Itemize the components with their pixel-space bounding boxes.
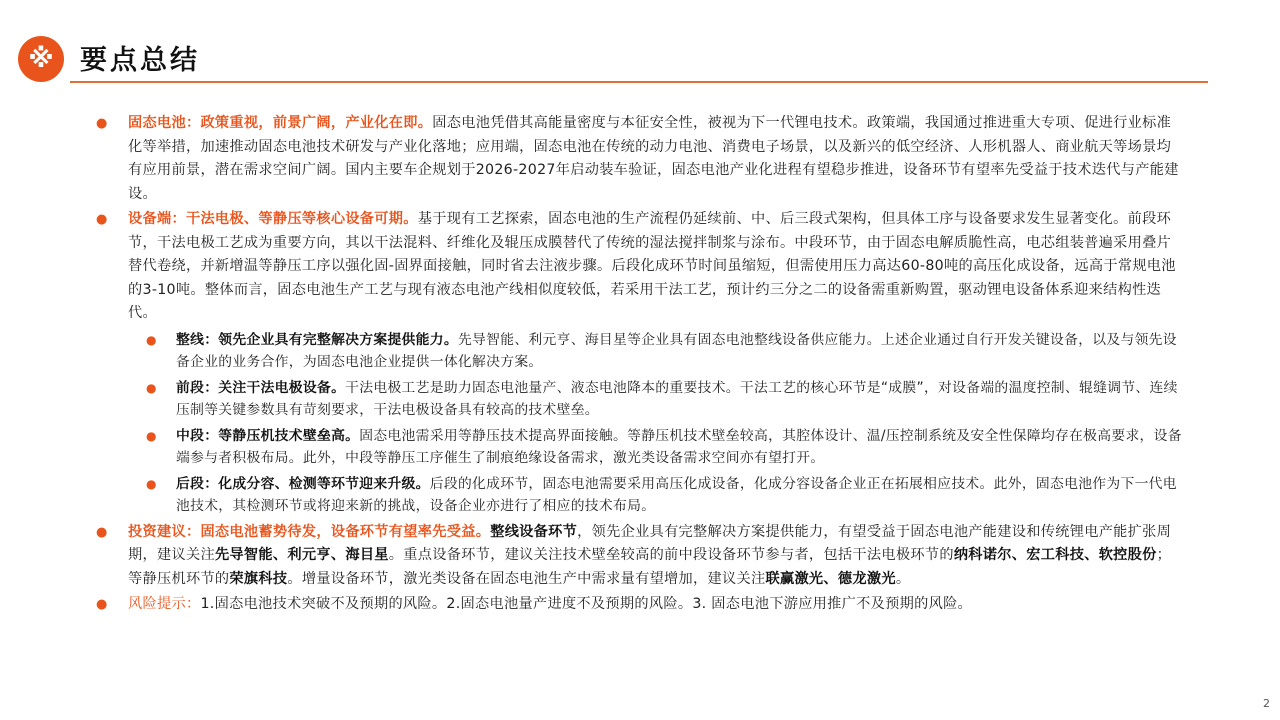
bullet-text: 固态电池凭借其高能量密度与本征安全性，被视为下一代锂电技术。政策端，我国通过推进重大专项、促进行业标准化等举措，加速推动固态电池技术研发与产业化落地；应用端，固态电池在传统的动力电池、消费电子场景，以及新兴的低空经济、人形机器人、商业航天等场景均有应用前景，潜在需求空间广阔。国内主要车企规划于2026-2027年启动装车验证，固态电池产业化进程有望稳步推进，设备环节有望率先受益于技术迭代与产能建设。 (128, 115, 1179, 202)
sub-bullet-front-stage (96, 377, 1182, 421)
bullet-text: 基于现有工艺探索，固态电池的生产流程仍延续前、中、后三段式架构，但具体工序与设备要求发生显著变化。前段环节，干法电极工艺成为重要方向，其以干法混料、纤维化及辊压成膜替代了传统的湿法搅拌制浆与涂布。中段环节，由于固态电解质脆性高，电芯组装普遍采用叠片替代卷绕，并新增温等静压工序以强化固-固界面接触，同时省去注液步骤。后段化成环节时间虽缩短，但需使用压力高达60-80吨的高压化成设备，远高于常规电池的3-10吨。整体而言，固态电池生产工艺与现有液态电池产线相似度较低，若采用干法工艺，预计约三分之二的设备需重新购置，驱动锂电设备体系迎来结构性迭代。 (128, 211, 1176, 321)
bullet-text: 。重点设备环节，建议关注技术壁垒较高的前中段设备环节参与者，包括干法电极环节的 (388, 547, 954, 563)
sub-bullet-text: 固态电池需采用等静压技术提高界面接触。等静压机技术壁垒较高，其腔体设计、温/压控制系统及安全性保障均存在极高要求，设备端参与者积极布局。此外，中段等静压工序催生了制痕绝缘设备需求，激光类设备需求空间亦有望打开。 (176, 427, 1182, 466)
sub-bullet-dot-icon: ● (146, 428, 157, 443)
title-divider (70, 81, 1208, 83)
sub-bullet-title: 整线：领先企业具有完整解决方案提供能力。 (176, 331, 458, 348)
bullet-dot-icon: ● (96, 212, 108, 227)
bullet-dot-icon: ● (96, 597, 108, 612)
sub-bullet-dot-icon: ● (146, 380, 157, 395)
bullet-text: 。 (895, 570, 911, 587)
bullet-risk-warning (96, 593, 1182, 617)
sub-bullet-title: 后段：化成分容、检测等环节迎来升级。 (176, 475, 430, 492)
bullet-text: ，领先企业具有完整解决方案提供能力，有望受益于固态电池产能建设和传统锂电产能扩张周期，建议关注 (128, 523, 1172, 563)
asterisk-reference-icon: ※ (18, 36, 64, 82)
sub-bullet-dot-icon: ● (146, 332, 157, 347)
sub-bullet-text: 干法电极工艺是助力固态电池量产、液态电池降本的重要技术。干法工艺的核心环节是“成膜”，对设备端的温度控制、辊缝调节、连续压制等关键参数具有苛刻要求，干法电极设备具有较高的技术壁垒。 (176, 379, 1178, 418)
bullet-highlight: 设备端：干法电极、等静压等核心设备可期。 (128, 211, 418, 227)
company-names: 联赢激光、德龙激光 (765, 570, 896, 587)
sub-bullet-mid-stage (96, 425, 1182, 469)
bullet-text: 1.固态电池技术突破不及预期的风险。2.固态电池量产进度不及预期的风险。3. 固态电池下游应用推广不及预期的风险。 (200, 596, 973, 612)
sub-bullet-full-line (96, 329, 1182, 373)
bullet-dot-icon: ● (96, 116, 108, 131)
company-names: 纳科诺尔、宏工科技、软控股份 (953, 547, 1157, 563)
bullet-equipment (96, 208, 1182, 326)
bullet-dot-icon: ● (96, 524, 108, 540)
sub-bullet-title: 前段：关注干法电极设备。 (176, 379, 346, 396)
emphasis-text: 整线设备环节 (490, 523, 578, 540)
bullet-text: ；等静压机环节的 (128, 547, 1172, 587)
summary-content (96, 112, 1182, 619)
sub-bullet-text: 先导智能、利元亨、海目星等企业具有固态电池整线设备供应能力。上述企业通过自行开发关键设备，以及与领先设备企业的业务合作，为固态电池企业提供一体化解决方案。 (176, 331, 1177, 370)
page-number: 2 (1263, 697, 1270, 710)
company-names: 先导智能、利元亨、海目星 (214, 547, 389, 563)
sub-bullet-dot-icon: ● (146, 476, 157, 491)
bullet-highlight: 固态电池：政策重视，前景广阔，产业化在即。 (128, 115, 433, 131)
company-names: 荣旗科技 (229, 570, 288, 587)
sub-bullet-back-stage (96, 473, 1182, 517)
bullet-solid-state-battery (96, 112, 1182, 206)
bullet-investment-advice (96, 521, 1182, 592)
bullet-text: 。增量设备环节，激光类设备在固态电池生产中需求量有望增加，建议关注 (287, 570, 766, 587)
bullet-highlight: 投资建议：固态电池蓄势待发，设备环节有望率先受益。 (128, 523, 491, 540)
page-title: 要点总结 (80, 45, 200, 76)
sub-bullet-title: 中段：等静压机技术壁垒高。 (176, 427, 360, 444)
bullet-highlight: 风险提示： (128, 596, 201, 612)
sub-bullet-text: 后段的化成环节，固态电池需要采用高压化成设备，化成分容设备企业正在拓展相应技术。此外，固态电池作为下一代电池技术，其检测环节或将迎来新的挑战，设备企业亦进行了相应的技术布局。 (176, 475, 1177, 514)
